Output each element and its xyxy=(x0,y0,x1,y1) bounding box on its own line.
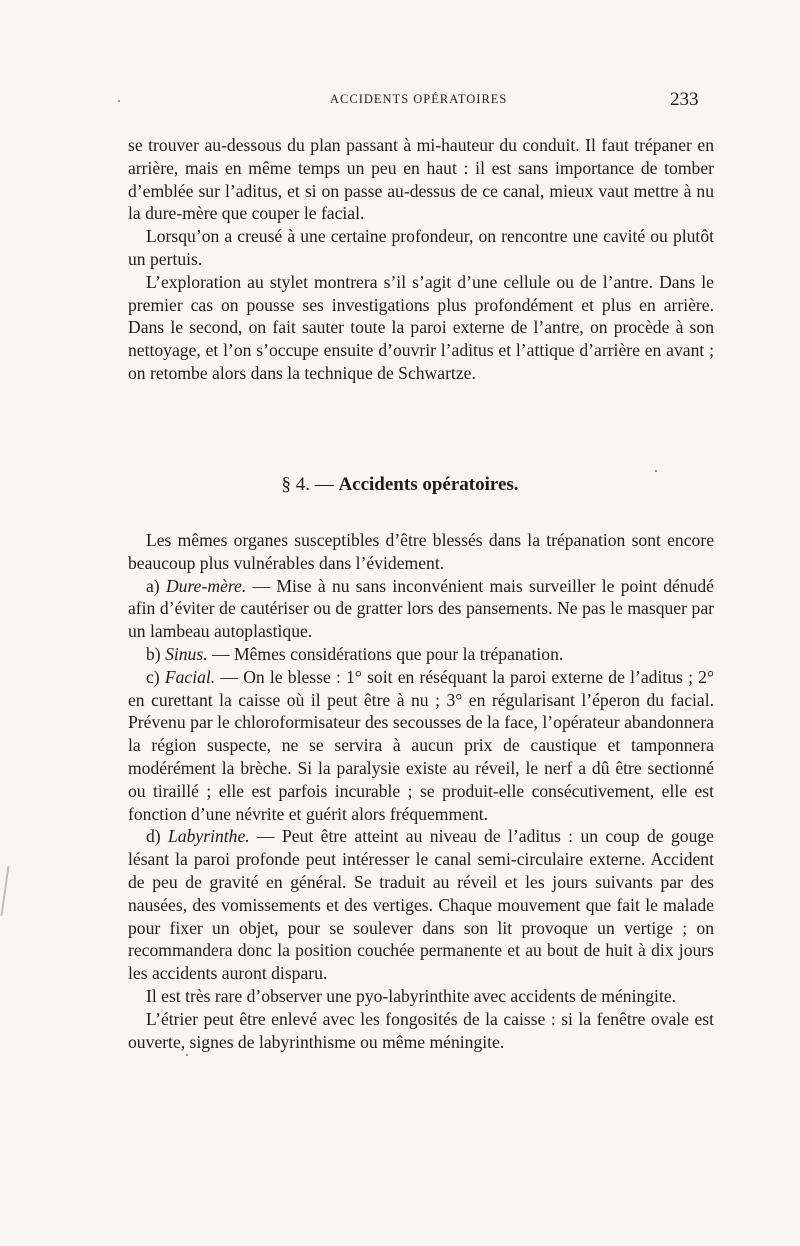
paragraph-cavity: Lorsqu’on a creusé à une certaine profondeur, on rencontre une cavité ou plutôt un pertuis. xyxy=(128,226,714,269)
paragraph-etrier: L’étrier peut être enlevé avec les fongosités de la caisse : si la fenêtre ovale est ouverte, signes de labyrinthisme ou même méningite. xyxy=(128,1008,714,1052)
item-label: c) xyxy=(146,666,160,687)
item-text: — On le blesse : 1° soit en réséquant la paroi externe de l’aditus ; 2° en curettant la caisse où il peut être à nu ; 3° en régularisant l’éperon du facial. Prévenu par le chloroformisateur des secousses de la face, l’opérateur abandonnera la région suspecte, ne se servira à aucun prix de caustique et tamponnera modérément la brèche. Si la paralysie existe au réveil, le nerf a dû être sectionné ou tiraillé ; elle est parfois incurable ; se produit-elle consécutivement, elle est fonction d’une névrite et guérit alors fréquemment. xyxy=(128,666,714,824)
item-text: — Mise à nu sans inconvénient mais surveiller le point dénudé afin d’éviter de cautériser ou de gratter lors des pansements. Ne pas le masquer par un lambeau autoplastique. xyxy=(128,575,714,642)
item-dure-mere xyxy=(128,575,714,643)
paragraph-exploration: L’exploration au stylet montrera s’il s’agit d’une cellule ou de l’antre. Dans le premier cas on pousse ses investigations plus profondément et plus en arrière. Dans le second, on fait sauter toute la paroi externe de l’antre, on procède à son nettoyage, et l’on s’occupe ensuite d’ouvrir l’aditus et l’attique d’arrière en avant ; on retombe alors dans la technique de Schwartze. xyxy=(128,271,714,383)
item-term: Facial. xyxy=(164,666,216,687)
section-text-accidents xyxy=(128,529,714,1053)
scan-speck xyxy=(186,1054,188,1056)
item-term: Dure-mère. xyxy=(165,575,247,596)
running-head xyxy=(0,89,800,112)
item-label: b) xyxy=(146,643,161,664)
item-labyrinthe xyxy=(128,825,714,985)
item-text: — Mêmes considérations que pour la trépanation. xyxy=(207,643,564,664)
item-term: Labyrinthe. xyxy=(168,826,250,847)
paragraph-continuation: se trouver au-dessous du plan passant à mi-hauteur du conduit. Il faut trépaner en arrière, mais en même temps un peu en haut : il est sans importance de tomber d’emblée sur l’aditus, et si on passe au-dessus de ce canal, mieux vaut mettre à nu la dure-mère que couper le facial. xyxy=(128,135,714,224)
item-label: a) xyxy=(146,575,160,596)
section-text-top xyxy=(128,134,714,385)
scan-speck xyxy=(655,470,657,472)
section-number: § 4. — xyxy=(281,474,334,495)
running-title: ACCIDENTS OPÉRATOIRES xyxy=(330,92,508,106)
section-title: Accidents opératoires. xyxy=(338,474,519,495)
scan-speck xyxy=(118,100,120,102)
page-number: 233 xyxy=(670,89,699,110)
item-label: d) xyxy=(146,826,161,847)
item-sinus xyxy=(128,643,714,666)
section-heading xyxy=(0,474,800,496)
item-text: — Peut être atteint au niveau de l’aditus : un coup de gouge lésant la paroi profonde peut intéresser le canal semi-circulaire externe. Accident de peu de gravité en général. Se traduit au réveil et les jours suivants par des nausées, des vomissements et des vertiges. Chaque mouvement que fait le malade pour fixer un objet, pour se soulever dans son lit provoque un vertige ; on recommandera donc la position couchée permanente et au bout de huit à dix jours les accidents auront disparu. xyxy=(128,826,714,984)
item-facial xyxy=(128,666,714,826)
item-term: Sinus. xyxy=(165,643,208,664)
paragraph-pyo-labyrinthite: Il est très rare d’observer une pyo-labyrinthite avec accidents de méningite. xyxy=(146,985,677,1006)
paragraph-intro: Les mêmes organes susceptibles d’être blessés dans la trépanation sont encore beaucoup plus vulnérables dans l’évidement. xyxy=(128,530,714,573)
margin-scan-mark xyxy=(1,866,10,916)
